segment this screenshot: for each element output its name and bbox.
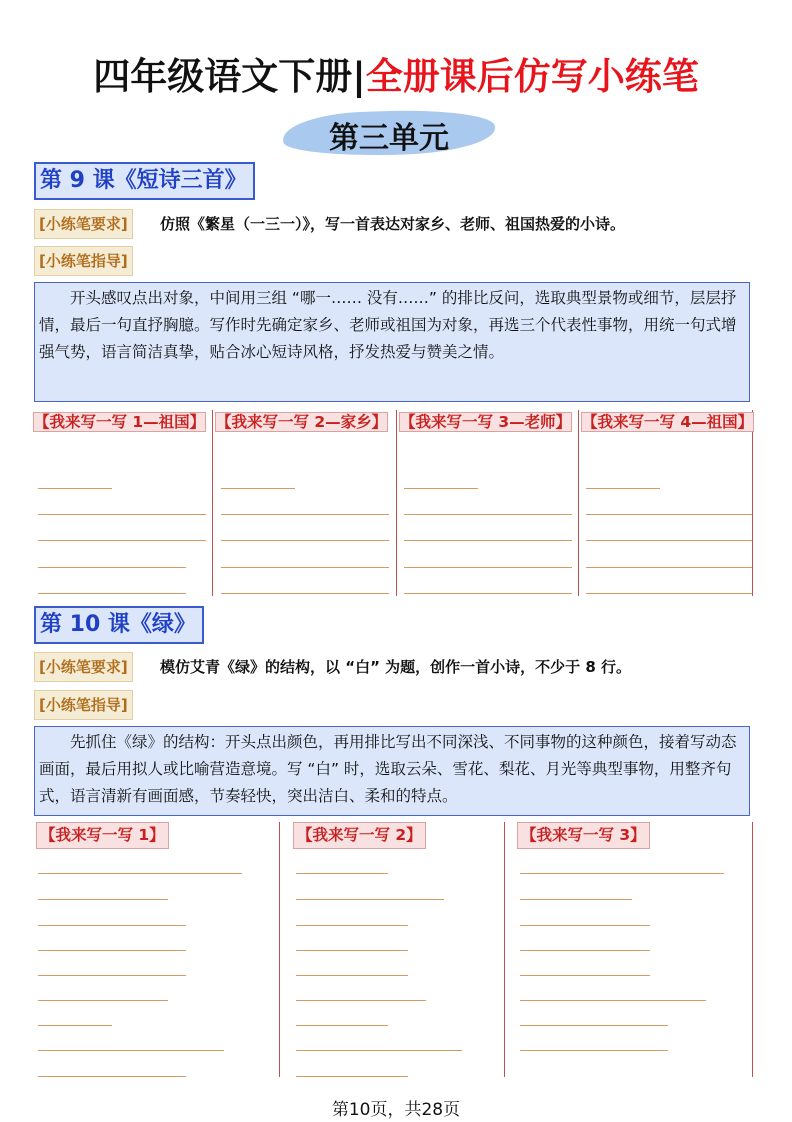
writing-line[interactable]	[296, 873, 388, 874]
lesson-9-write-area-3	[400, 410, 579, 596]
page-title	[0, 46, 792, 100]
writing-line[interactable]	[404, 540, 572, 541]
writing-line[interactable]	[221, 488, 295, 489]
writing-line[interactable]	[586, 593, 752, 594]
writing-line[interactable]	[38, 899, 168, 900]
writing-line[interactable]	[520, 873, 724, 874]
writing-line[interactable]	[38, 488, 112, 489]
writing-line[interactable]	[296, 975, 408, 976]
write-label: 【我来写一写 2—家乡】	[216, 413, 388, 431]
writing-line[interactable]	[38, 514, 206, 515]
write-label: 【我来写一写 4—祖国】	[582, 413, 754, 431]
writing-line[interactable]	[296, 1025, 388, 1026]
write-label: 【我来写一写 1—祖国】	[34, 413, 206, 431]
writing-line[interactable]	[296, 1050, 462, 1051]
write-label: 【我来写一写 3—老师】	[400, 413, 572, 431]
write-label: 【我来写一写 1】	[36, 822, 169, 849]
writing-line[interactable]	[520, 1000, 706, 1001]
lesson-9-requirement-text: 仿照《繁星（一三一）》，写一首表达对家乡、老师、祖国热爱的小诗。	[160, 215, 626, 233]
writing-line[interactable]	[38, 593, 186, 594]
writing-line[interactable]	[296, 1000, 426, 1001]
writing-line[interactable]	[520, 899, 632, 900]
writing-line[interactable]	[38, 1050, 224, 1051]
writing-line[interactable]	[520, 950, 650, 951]
writing-line[interactable]	[520, 975, 650, 976]
unit-title: 第三单元	[329, 121, 449, 156]
title-prefix: 四年级语文下册|	[93, 55, 366, 98]
unit-banner	[283, 103, 495, 161]
writing-line[interactable]	[221, 540, 389, 541]
writing-line[interactable]	[38, 975, 186, 976]
lesson-9-heading: 第 9 课《短诗三首》	[34, 162, 255, 200]
title-highlight: 全册课后仿写小练笔	[365, 55, 699, 98]
lesson-10-guide-text: 先抓住《绿》的结构：开头点出颜色，再用排比写出不同深浅、不同事物的这种颜色，接着写动态画面，最后用拟人或比喻营造意境。写 “白” 时，选取云朵、雪花、梨花、月光等典型事物，用整齐句式，语言清新有画面感，节奏轻快，突出洁白、柔和的特点。	[39, 733, 737, 805]
writing-line[interactable]	[221, 593, 389, 594]
writing-line[interactable]	[586, 567, 752, 568]
writing-line[interactable]	[586, 488, 660, 489]
lesson-10-heading: 第 10 课《绿》	[34, 606, 204, 644]
writing-line[interactable]	[38, 540, 206, 541]
writing-line[interactable]	[586, 514, 752, 515]
writing-line[interactable]	[38, 567, 186, 568]
writing-line[interactable]	[404, 593, 572, 594]
lesson-10-requirement-text: 模仿艾青《绿》的结构，以 “白” 为题，创作一首小诗，不少于 8 行。	[160, 658, 632, 676]
writing-line[interactable]	[296, 925, 408, 926]
writing-line[interactable]	[296, 899, 444, 900]
writing-line[interactable]	[586, 540, 752, 541]
lesson-9-write-area-1	[34, 410, 213, 596]
lesson-10-guide-box	[34, 726, 750, 816]
writing-line[interactable]	[38, 873, 242, 874]
writing-line[interactable]	[221, 567, 389, 568]
writing-line[interactable]	[404, 488, 478, 489]
writing-line[interactable]	[296, 1076, 408, 1077]
writing-line[interactable]	[221, 514, 389, 515]
lesson-9-write-area-2	[216, 410, 397, 596]
lesson-10-guide-label: [小练笔指导]	[34, 690, 133, 720]
writing-line[interactable]	[520, 925, 650, 926]
writing-line[interactable]	[520, 1050, 668, 1051]
write-label: 【我来写一写 3】	[517, 822, 650, 849]
lesson-9-guide-label: [小练笔指导]	[34, 246, 133, 276]
writing-line[interactable]	[404, 514, 572, 515]
writing-line[interactable]	[296, 950, 408, 951]
page-footer: 第10页，共28页	[331, 1100, 461, 1120]
lesson-9-requirement-label: [小练笔要求]	[34, 209, 133, 239]
writing-line[interactable]	[404, 567, 572, 568]
write-label: 【我来写一写 2】	[293, 822, 426, 849]
writing-line[interactable]	[38, 925, 186, 926]
writing-line[interactable]	[520, 1025, 668, 1026]
writing-line[interactable]	[38, 1076, 186, 1077]
lesson-9-write-area-4	[582, 410, 753, 596]
lesson-10-requirement-label: [小练笔要求]	[34, 652, 133, 682]
lesson-9-guide-text: 开头感叹点出对象，中间用三组 “哪一…… 没有……” 的排比反问，选取典型景物或细节，层层抒情，最后一句直抒胸臆。写作时先确定家乡、老师或祖国为对象，再选三个代表性事物，用统一句式增强气势，语言简洁真挚，贴合冰心短诗风格，抒发热爱与赞美之情。	[39, 289, 737, 361]
writing-line[interactable]	[38, 950, 186, 951]
writing-line[interactable]	[38, 1025, 112, 1026]
lesson-9-guide-box	[34, 282, 750, 402]
writing-line[interactable]	[38, 1000, 168, 1001]
